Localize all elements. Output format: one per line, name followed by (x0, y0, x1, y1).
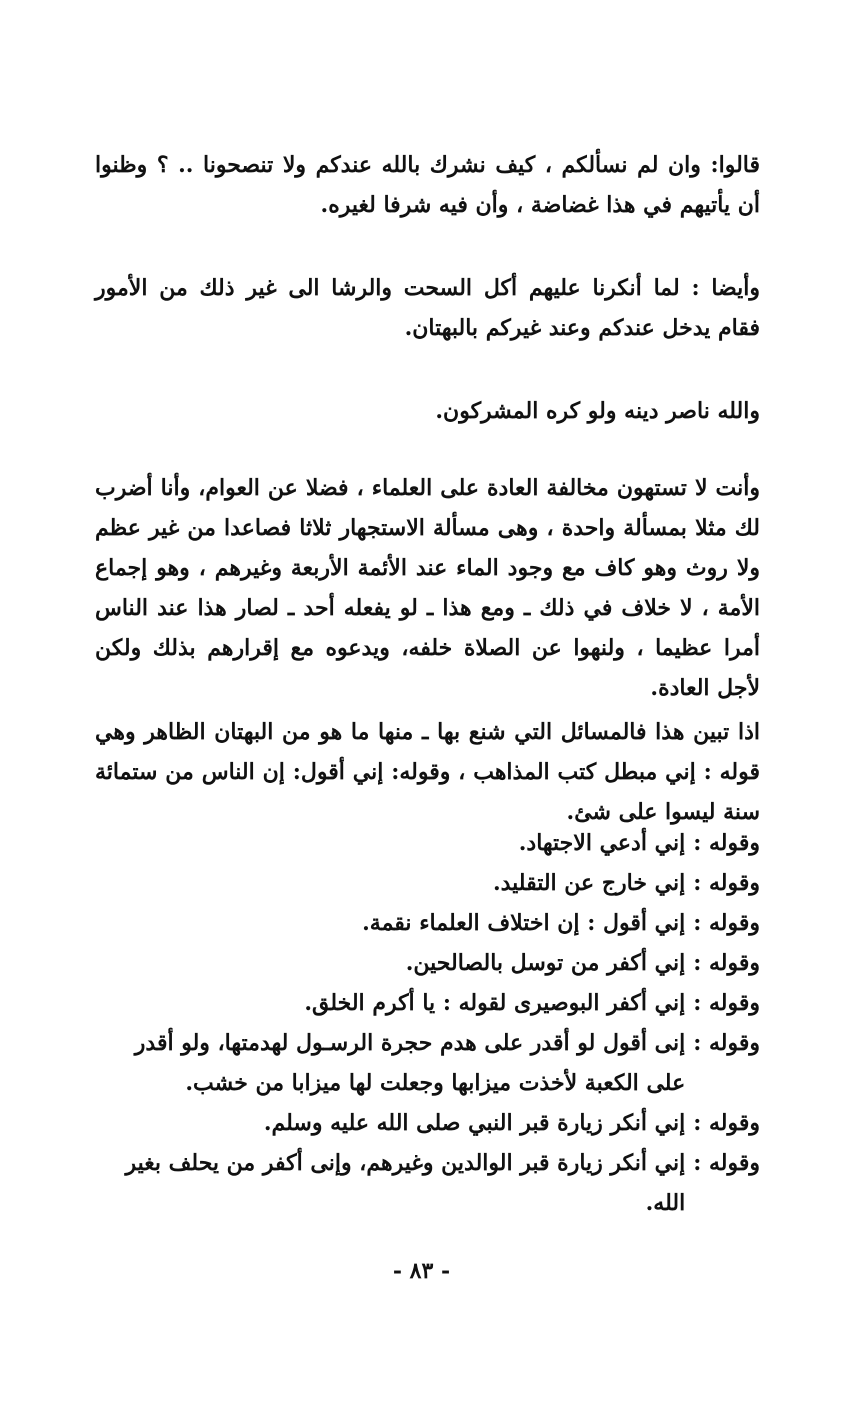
paragraph-5: اذا تبين هذا فالمسائل التي شنع بها ـ منها ما هو من البهتان الظاهر وهي قوله : إني مبطل كتب المذاهب ، وقوله: إني أقول: إن الناس من ستمائة سنة ليسوا على شئ. (95, 719, 760, 825)
paragraph-3: والله ناصر دينه ولو كره المشركون. (435, 398, 760, 424)
list-item-prefix: وقوله : (693, 1110, 760, 1136)
list-item-prefix: وقوله : (693, 950, 760, 976)
list-item-prefix: وقوله : (693, 870, 760, 896)
list-item-prefix: وقوله : (693, 1150, 760, 1176)
page-number: - ٨٣ - (392, 1258, 451, 1284)
paragraph-1: قالوا: وان لم نسألكم ، كيف نشرك بالله عندكم ولا تنصحونا .. ؟ وظنوا أن يأتيهم في هذا غضاضة ، وأن فيه شرفا لغيره. (95, 152, 760, 218)
paragraph-4: وأنت لا تستهون مخالفة العادة على العلماء ، فضلا عن العوام، وأنا أضرب لك مثلا بمسألة واحدة ، وهى مسألة الاستجهار ثلاثا فصاعدا من غير عظم ولا روث وهو كاف مع وجود الماء عند الأئمة الأربعة وغيرهم ، وهو إجماع الأمة ، لا خلاف في ذلك ـ ومع هذا ـ لو يفعله أحد ـ لصار هذا عند الناس أمرا عظيما ، ولنهوا عن الصلاة خلفه، ويدعوه مع إقرارهم بذلك ولكن لأجل العادة. (95, 475, 760, 701)
list-item (95, 863, 760, 903)
list-item-text: إني خارج عن التقليد. (492, 870, 686, 896)
list-item (95, 903, 760, 943)
list-item-prefix: وقوله : (693, 830, 760, 856)
list-item (95, 1143, 760, 1223)
list-item-prefix: وقوله : (693, 990, 760, 1016)
list-item-text: إني أنكر زيارة قبر الوالدين وغيرهم، وإنى أكفر من يحلف بغير الله. (125, 1150, 686, 1216)
list-item-text: إني أقول : إن اختلاف العلماء نقمة. (362, 910, 686, 936)
list-item-text: إني أكفر من توسل بالصالحين. (405, 950, 686, 976)
list-item-prefix: وقوله : (693, 1030, 760, 1056)
quotes-list (95, 823, 760, 1223)
paragraph-2: وأيضا : لما أنكرنا عليهم أكل السحت والرشا الى غير ذلك من الأمور فقام يدخل عندكم وعند غيركم بالبهتان. (95, 275, 760, 341)
list-item-text: إني أدعي الاجتهاد. (518, 830, 686, 856)
list-item (95, 1023, 760, 1103)
list-item (95, 983, 760, 1023)
list-item (95, 1103, 760, 1143)
list-item (95, 943, 760, 983)
list-item (95, 823, 760, 863)
list-item-text: إني أكفر البوصيرى لقوله : يا أكرم الخلق. (304, 990, 686, 1016)
list-item-prefix: وقوله : (693, 910, 760, 936)
list-item-text: إنى أقول لو أقدر على هدم حجرة الرسـول لهدمتها، ولو أقدر على الكعبة لأخذت ميزابها وجعلت لها ميزابا من خشب. (134, 1030, 686, 1096)
list-item-text: إني أنكر زيارة قبر النبي صلى الله عليه وسلم. (263, 1110, 686, 1136)
